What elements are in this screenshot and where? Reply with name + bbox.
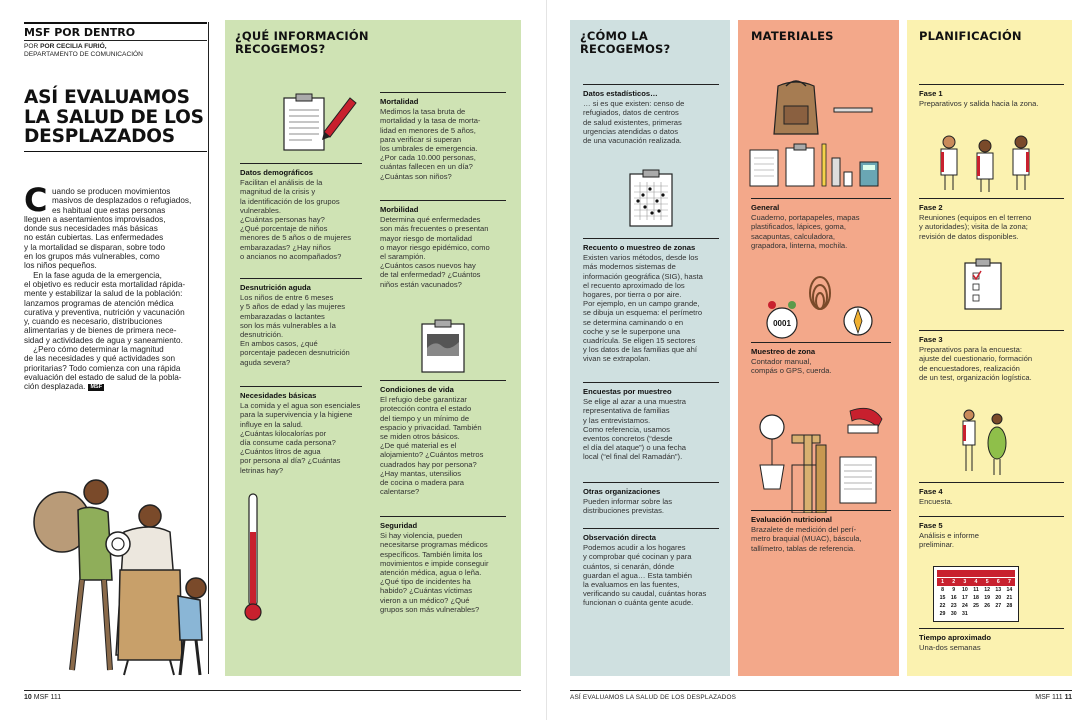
calendar-day: 26: [984, 603, 991, 609]
section-heading: Datos estadísticos…: [583, 89, 658, 98]
section-heading: Seguridad: [380, 521, 418, 530]
calendar-day: 18: [973, 595, 979, 601]
intro-line: y, cuando es necesario, distribuciones: [24, 317, 163, 327]
calendar-day: 14: [1006, 587, 1013, 593]
calendar-day: 20: [995, 595, 1002, 601]
section-body: Podemos acudir a los hogares y comprobar qué cocinan y para cuántos, si cenarán, dónde guardan el agua… Esta también la evaluamos en las fuentes, verificando su caudal, cuántas horas funcionan o cuánta gente acude.: [583, 543, 707, 608]
calendar-day: 17: [961, 595, 968, 601]
info-section-left: [240, 386, 362, 475]
running-title: ASÍ EVALUAMOS LA SALUD DE LOS DESPLAZADOS: [570, 694, 737, 701]
method-section: [583, 238, 719, 364]
intro-text: [24, 181, 209, 392]
section-rule: [583, 84, 719, 85]
phase-section: [919, 330, 1064, 382]
intro-line: sidad y actividades de agua y saneamiento.: [24, 335, 183, 345]
section-body: … si es que existen: censo de refugiados, datos de centros de salud existentes, primeras urgencias atendidas o datos de una vacunación realizada.: [583, 99, 685, 146]
intro-line: de las necesidades y qué actividades son: [24, 354, 176, 364]
method-section: [583, 482, 719, 516]
section-rule: [751, 510, 891, 511]
intro-line: prioritarias? Todo comienza con una rápida: [24, 363, 181, 373]
section-body: La comida y el agua son esenciales para la supervivencia y la higiene influye en la salud. ¿Cuántas kilocalorías por día consume cada persona? ¿Cuántos litros de agua por persona al día? ¿Cuántas letrinas hay?: [240, 401, 361, 475]
section-body: Análisis e informe preliminar.: [919, 531, 979, 550]
section-rule: [583, 238, 719, 239]
phase-section: [919, 482, 1064, 506]
grid-clipboard-icon: [628, 168, 674, 228]
calendar-day: [1004, 610, 1015, 618]
headline: ASÍ EVALUAMOS LA SALUD DE LOS DESPLAZADOS: [24, 87, 204, 147]
info-section-right: [380, 92, 506, 181]
section-heading: Mortalidad: [380, 97, 419, 106]
headline-rule: [24, 151, 207, 152]
calendar-day: 9: [952, 587, 956, 593]
intro-line: mente y estabilizar la salud de la población:: [24, 289, 183, 299]
section-body: Existen varios métodos, desde los más modernos sistemas de información geográfica (SIG), hasta el recuento aproximado de los hogares, por tierra o por aire. Por ejemplo, en un campo grande, se dibuja un esquema: el perímetro se determina caminando o en coche y se le superpone una cuadrícula. Se eligen 15 sectores y los datos de las familias que ahí vivan se extrapolan.: [583, 253, 703, 364]
phase-section: [919, 516, 1064, 550]
calendar-day: [970, 610, 981, 618]
calendar-day: 31: [961, 611, 968, 617]
intro-line: no están cubiertas. Las enfermedades: [24, 233, 164, 243]
calendar-icon: [933, 566, 1019, 622]
section-heading: Tiempo aproximado: [919, 633, 992, 642]
intro-line: lanzamos programas de atención médica: [24, 298, 174, 308]
section-rule: [919, 628, 1064, 629]
section-body: Facilitan el análisis de la magnitud de la crisis y la identificación de los grupos vulnerables. ¿Cuántas personas hay? ¿Qué porcentaje de niños menores de 5 años o de mujeres embarazadas? ¿Hay niños o ancianos no acompañados?: [240, 178, 352, 261]
section-heading: General: [751, 203, 780, 212]
section-rule: [919, 198, 1064, 199]
section-rule: [583, 528, 719, 529]
methods-column: [570, 20, 730, 676]
intro-line: evaluación del estado de salud de la pobla-: [24, 372, 182, 382]
section-rule: [919, 84, 1064, 85]
calendar-day: 21: [1006, 595, 1013, 601]
intro-line: el objetivo es reducir esta mortalidad rápida-: [24, 279, 186, 289]
section-body: Brazalete de medición del perí- metro braquial (MUAC), báscula, tallímetro, tablas de referencia.: [751, 525, 862, 553]
section-body: Preparativos para la encuesta: ajuste del cuestionario, formación de encuestadores, realización de un test, organización logística.: [919, 345, 1033, 382]
section-rule: [583, 482, 719, 483]
section-heading: Condiciones de vida: [380, 385, 454, 394]
section-body: Preparativos y salida hacia la zona.: [919, 99, 1039, 109]
calendar-grid: [937, 578, 1015, 618]
calendar-day: 5: [982, 578, 993, 586]
section-heading: Fase 5: [919, 521, 943, 530]
calendar-header: [937, 570, 1015, 577]
section-body: Encuesta.: [919, 497, 953, 507]
footer-rule-left: [24, 690, 521, 691]
calendar-day: 2: [948, 578, 959, 586]
calendar-day: [993, 610, 1004, 618]
section-heading: Necesidades básicas: [240, 391, 317, 400]
intro-line: ¿Pero cómo determinar la magnitud: [24, 345, 164, 355]
material-section: [751, 198, 891, 250]
planning-column-title: PLANIFICACIÓN: [919, 29, 1022, 43]
section-rule: [380, 200, 506, 201]
section-rule: [380, 92, 506, 93]
byline-author: POR CECILIA FURIÓ,: [40, 43, 107, 50]
info-section-right: [380, 516, 506, 614]
counter-digits: 0001: [773, 319, 791, 328]
footer-rule-right: [570, 690, 1072, 691]
section-body: Medimos la tasa bruta de mortalidad y la tasa de morta- lidad en menores de 5 años, para verificar si superan los umbrales de emergencia. ¿Por cada 10.000 personas, cuántas fallecen en un día? ¿Cuántas son niños?: [380, 107, 481, 181]
intro-line: es habitual que estas personas: [52, 205, 166, 215]
surveyors-illustration: [955, 407, 1015, 477]
section-rule: [240, 163, 362, 164]
calendar-day: 13: [995, 587, 1002, 593]
info-column-title: ¿QUÉ INFORMACIÓN RECOGEMOS?: [235, 29, 369, 56]
calendar-day: [982, 610, 993, 618]
section-heading: Fase 1: [919, 89, 943, 98]
calendar-day: 3: [959, 578, 970, 586]
magazine-issue-left: MSF 111: [33, 694, 62, 701]
section-body: Se elige al azar a una muestra representativa de familias y las entrevistamos. Como referencia, usamos eventos concretos (“desde el día del ataque”) o una fecha local (“el final del Ramadán”).: [583, 397, 687, 462]
calendar-day: 10: [961, 587, 968, 593]
dropcap: C: [24, 181, 48, 219]
phase-section: [919, 628, 1064, 652]
section-heading: Otras organizaciones: [583, 487, 661, 496]
magazine-issue-right: MSF 111: [1035, 694, 1063, 701]
planning-column: [907, 20, 1072, 676]
intro-line: en los grupos más vulnerables, como: [24, 252, 160, 262]
section-body: Reuniones (equipos en el terreno y autoridades); visita de la zona; revisión de datos disponibles.: [919, 213, 1032, 241]
intro-line: y la mortalidad se disparan, sobre todo: [24, 242, 166, 252]
info-section-right: [380, 200, 506, 289]
calendar-day: 1: [937, 578, 948, 586]
intro-line: En la fase aguda de la emergencia,: [24, 270, 162, 280]
section-body: Una-dos semanas: [919, 643, 981, 653]
thermometer-icon: [243, 492, 263, 624]
section-rule: [380, 516, 506, 517]
materials-column-title: MATERIALES: [751, 29, 834, 43]
phase-section: [919, 198, 1064, 241]
section-rule: [240, 386, 362, 387]
intro-line: uando se producen movimientos: [52, 187, 171, 196]
calendar-day: 22: [939, 603, 946, 609]
right-page: [547, 0, 1092, 720]
section-heading: Fase 2: [919, 203, 943, 212]
section-rule: [240, 278, 362, 279]
section-heading: Observación directa: [583, 533, 657, 542]
team-illustration: [935, 132, 1035, 192]
material-section: [751, 510, 891, 553]
calendar-day: 19: [984, 595, 991, 601]
shelter-photo-icon: [420, 318, 466, 374]
method-section: [583, 382, 719, 462]
intro-lines: [24, 181, 209, 392]
section-heading: Evaluación nutricional: [751, 515, 833, 524]
calendar-day: 8: [941, 587, 945, 593]
section-body: Pueden informar sobre las distribuciones previstas.: [583, 497, 673, 516]
calendar-day: 6: [993, 578, 1004, 586]
section-rule: [919, 516, 1064, 517]
calendar-day: 23: [950, 603, 957, 609]
section-rule: [751, 342, 891, 343]
page-number-left: 10: [24, 694, 32, 701]
intro-line: lleguen a asentamientos improvisados,: [24, 214, 166, 224]
section-rule: [583, 382, 719, 383]
page-number-right: 11: [1064, 694, 1072, 701]
section-heading: Encuestas por muestreo: [583, 387, 672, 396]
tag-rule: [24, 40, 207, 41]
byline: POR POR CECILIA FURIÓ, DEPARTAMENTO DE COMUNICACIÓN: [24, 43, 143, 58]
msf-logo: MSF: [90, 384, 103, 391]
section-rule: [919, 330, 1064, 331]
intro-line: donde sus necesidades más básicas: [24, 224, 158, 234]
intro-line: alimentarias y de bienes de primera nece-: [24, 326, 177, 336]
section-heading: Morbilidad: [380, 205, 419, 214]
method-section: [583, 84, 719, 145]
byline-dept: DEPARTAMENTO DE COMUNICACIÓN: [24, 51, 143, 58]
section-body: Si hay violencia, pueden necesitarse programas médicos específicos. También limita los movimientos e impide conseguir atención médica, agua o leña. ¿Qué tipo de incidentes ha habido? ¿Cuántas víctimas vieron a un médico? ¿Qué grupos son más vulnerables?: [380, 531, 489, 614]
section-heading: Fase 3: [919, 335, 943, 344]
calendar-day: 29: [939, 611, 946, 617]
general-materials-illustration: [746, 78, 896, 198]
calendar-day: 16: [950, 595, 957, 601]
method-section: [583, 528, 719, 608]
section-heading: Muestreo de zona: [751, 347, 816, 356]
intro-line: los niños pequeños.: [24, 261, 97, 271]
displaced-family-illustration: [20, 470, 210, 680]
calendar-day: 24: [961, 603, 968, 609]
intro-line: ción desplazada. MSF: [24, 382, 103, 392]
nutrition-tools-illustration: [752, 405, 892, 513]
calendar-day: 30: [950, 611, 957, 617]
section-body: Determina qué enfermedades son más frecuentes o presentan mayor riesgo de mortalidad o mayor riesgo epidémico, como el sarampión. ¿Cuántos casos nuevos hay de tal enfermedad? ¿Cuántos niños están vacunados?: [380, 215, 490, 289]
folio-right: [1035, 694, 1072, 701]
section-heading: Recuento o muestreo de zonas: [583, 243, 696, 252]
calendar-day: 7: [1004, 578, 1015, 586]
section-body: Los niños de entre 6 meses y 5 años de edad y las mujeres embarazadas o lactantes son los más vulnerables a la desnutrición. En ambos casos, ¿qué porcentaje padecen desnutrición aguda severa?: [240, 293, 350, 367]
calendar-day: 4: [970, 578, 981, 586]
clipboard-pen-icon: [280, 90, 360, 156]
info-section-left: [240, 163, 362, 261]
info-section-left: [240, 278, 362, 367]
section-rule: [751, 198, 891, 199]
section-body: Cuaderno, portapapeles, mapas plastificados, lápices, goma, sacapuntas, calculadora, grapadora, linterna, mochila.: [751, 213, 860, 250]
section-heading: Fase 4: [919, 487, 943, 496]
calendar-day: 28: [1006, 603, 1013, 609]
material-section: [751, 342, 891, 376]
top-rule: [24, 22, 207, 24]
methods-column-title: ¿CÓMO LA RECOGEMOS?: [580, 29, 671, 56]
info-section-right: [380, 380, 506, 496]
info-column: [225, 20, 521, 676]
section-body: El refugio debe garantizar protección contra el estado del tiempo y un mínimo de espacio y privacidad. También se miden otros básicos. ¿De qué material es el alojamiento? ¿Cuántos metros cuadrados hay por persona? ¿Hay mantas, utensilios de cocina o madera para calentarse?: [380, 395, 484, 497]
section-body: Contador manual, compás o GPS, cuerda.: [751, 357, 832, 376]
section-rule: [380, 380, 506, 381]
section-heading: Datos demográficos: [240, 168, 314, 177]
calendar-day: 12: [984, 587, 991, 593]
section-tag: MSF POR DENTRO: [24, 26, 136, 39]
calendar-day: 25: [973, 603, 979, 609]
intro-line: masivos de desplazados o refugiados,: [52, 196, 192, 206]
materials-column: [738, 20, 899, 676]
intro-line: curativa y preventiva, nutrición y vacunación: [24, 307, 185, 317]
calendar-day: 15: [939, 595, 946, 601]
section-heading: Desnutrición aguda: [240, 283, 311, 292]
calendar-day: 11: [973, 587, 979, 593]
section-rule: [919, 482, 1064, 483]
phase-section: [919, 84, 1064, 108]
folio-left: [24, 694, 61, 701]
zone-sampling-illustration: [760, 275, 880, 345]
checklist-icon: [963, 257, 1003, 311]
calendar-day: 27: [995, 603, 1002, 609]
